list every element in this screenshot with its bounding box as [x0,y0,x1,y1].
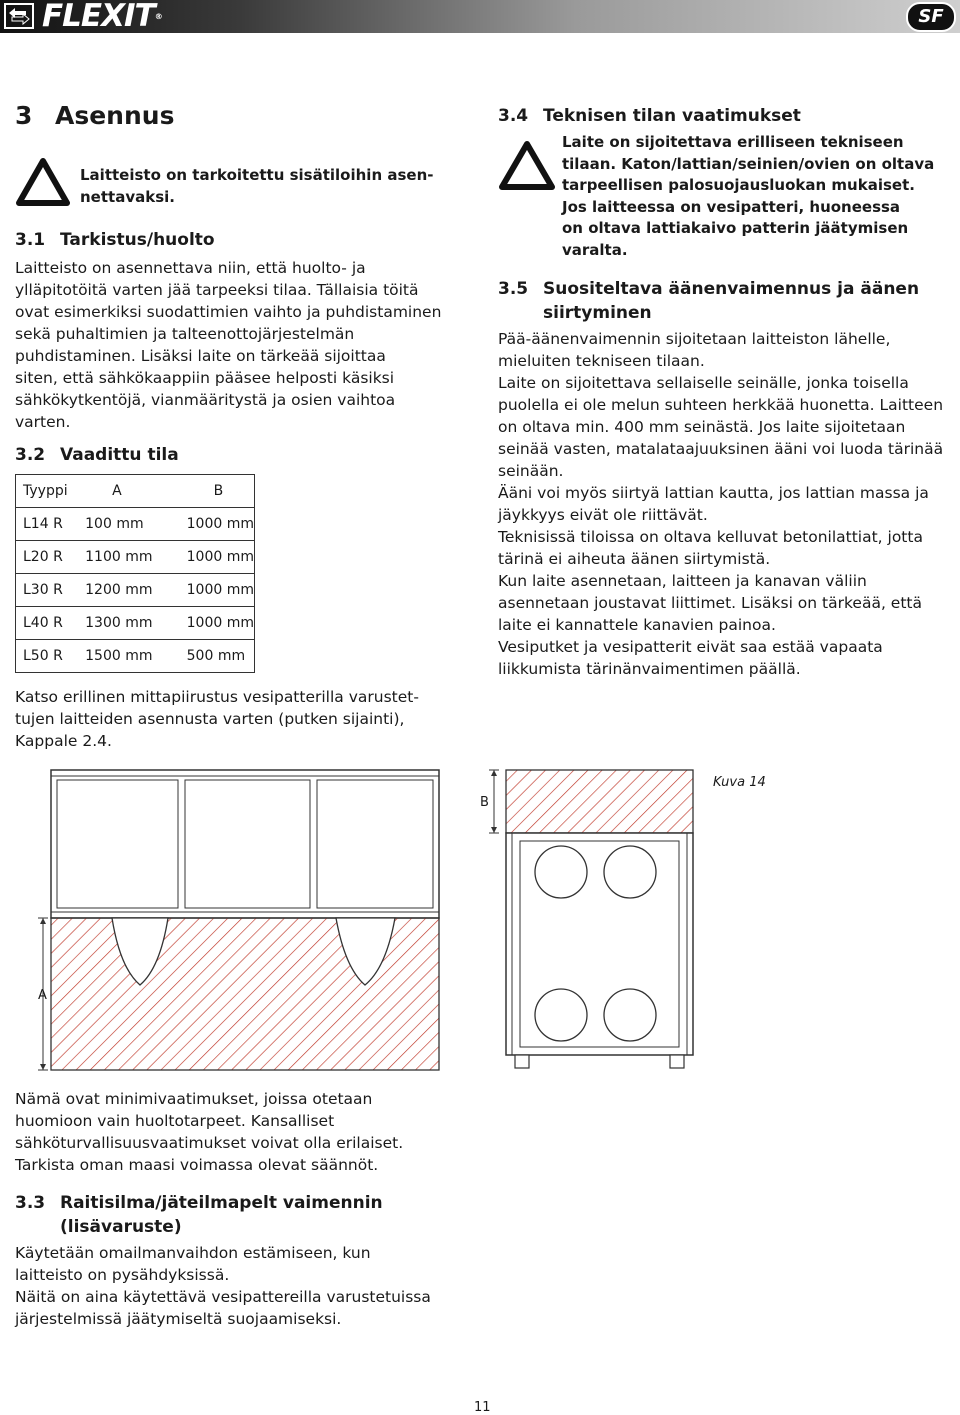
header-bar [0,0,960,33]
dimension-label-a: A [38,988,47,1003]
page-number: 11 [474,1400,491,1415]
figure-caption: Kuva 14 [713,775,766,790]
space-requirements-table [15,474,255,673]
table-row [16,640,255,673]
table-cell: 500 mm [180,640,255,673]
warning-triangle-icon [16,158,70,206]
section-3-2-note: Katso erillinen mittapiirustus vesipatterilla varustet- tujen laitteiden asennusta varten (putken sijainti), Kappale 2.4. [15,688,419,750]
section-heading-3-5: 3.5 Suositeltava äänenvaimennus ja äänen siirtyminen [498,279,920,323]
table-cell: L14 R [16,508,79,541]
table-cell: 100 mm [78,508,180,541]
table-cell: 1000 mm [180,574,255,607]
table-row [16,508,255,541]
section-heading-3: 3 Asennus [15,101,175,130]
table-row [16,574,255,607]
dimension-label-b: B [480,795,489,810]
section-3-5-body: Pää-äänenvaimennin sijoitetaan laitteiston lähelle, mieluiten tekniseen tilaan. Laite on sijoitettava sellaiselle seinälle, jonka toisella puolella ei ole melun suhteen herkkää huonetta. Laitteen on oltava min. 400 mm seinästä. Jos laite sijoitetaan seinää vasten, matalataajuuksinen ääni voi luoda tärinää seinään. Ääni voi myös siirtyä lattian kautta, jos lattian massa ja jäykkyys eivät ole riittävät. Teknisissä tiloissa on oltava kelluvat betonilattiat, jotta tärinä ei aiheuta äänen siirtymistä. Kun laite asennetaan, laitteen ja kanavan väliin asennetaan joustavat liittimet. Lisäksi on tärkeää, että laite ei kannattele kanavien painoa. Vesiputket ja vesipatterit eivät saa estää vapaata liikkumista tärinänvaimentimen päällä. [498,330,944,678]
table-row [16,607,255,640]
table-cell: L40 R [16,607,79,640]
table-header: B [180,475,255,508]
arrows-icon [6,5,32,27]
flexit-logo-mark [4,3,34,29]
table-row [16,541,255,574]
section-3-1-body: Laitteisto on asennettava niin, että huolto- ja ylläpitotöitä varten jää tarpeeksi tilaa. Tällaisia töitä ovat esimerkiksi suodattimien vaihto ja puhdistaminen sekä puhaltimien ja talteenottojärjestelmän puhdistaminen. Lisäksi laite on tärkeää sijoittaa siten, että sähkökaappiin pääsee helposti käsiksi sähkökytkentöjä, vianmääritystä ja osien vaihtoa varten. [15,259,442,431]
language-badge: SF [906,2,956,32]
table-cell: 1000 mm [180,541,255,574]
table-cell: 1200 mm [78,574,180,607]
table-cell: 1000 mm [180,508,255,541]
table-cell: 1100 mm [78,541,180,574]
section-heading-3-4: 3.4 Teknisen tilan vaatimukset [498,106,801,126]
minimum-requirements-note: Nämä ovat minimivaatimukset, joissa otetaan huomioon vain huoltotarpeet. Kansalliset sähköturvallisuusvaatimukset voivat olla erilaiset. Tarkista oman maasi voimassa olevat säännöt. [15,1090,404,1174]
section-heading-3-3: 3.3 Raitisilma/jäteilmapelt vaimennin (lisävaruste) [15,1193,383,1237]
table-header: A [78,475,180,508]
table-cell: 1500 mm [78,640,180,673]
section-3-3-body: Käytetään omailmanvaihdon estämiseen, kun laitteisto on pysähdyksissä. Näitä on aina käytettävä vesipattereilla varustetuissa järjestelmissä jäätymiseltä suojaamiseksi. [15,1244,431,1328]
warning-text: Laitteisto on tarkoitettu sisätiloihin asen- nettavaksi. [80,166,434,206]
table-header-row [16,475,255,508]
table-header: Tyyppi [16,475,79,508]
section-3-4-warning-text: Laite on sijoitettava erilliseen tekniseen tilaan. Katon/lattian/seinien/ovien on oltava tarpeellisen palosuojausluokan mukaiset. Jos laitteessa on vesipatteri, huoneessa on oltava lattiakaivo patterin jäätymisen varalta. [562,133,935,259]
warning-triangle-icon [498,140,556,192]
unit-front-view [51,770,439,918]
table-cell: 1300 mm [78,607,180,640]
section-heading-3-2: 3.2 Vaadittu tila [15,445,179,465]
section-heading-3-1: 3.1 Tarkistus/huolto [15,230,215,250]
table-cell: 1000 mm [180,607,255,640]
table-cell: L30 R [16,574,79,607]
table-cell: L20 R [16,541,79,574]
brand-logo: FLEXIT® [42,0,162,34]
unit-side-view [506,833,693,1068]
service-area-b [506,770,693,833]
table-cell: L50 R [16,640,79,673]
